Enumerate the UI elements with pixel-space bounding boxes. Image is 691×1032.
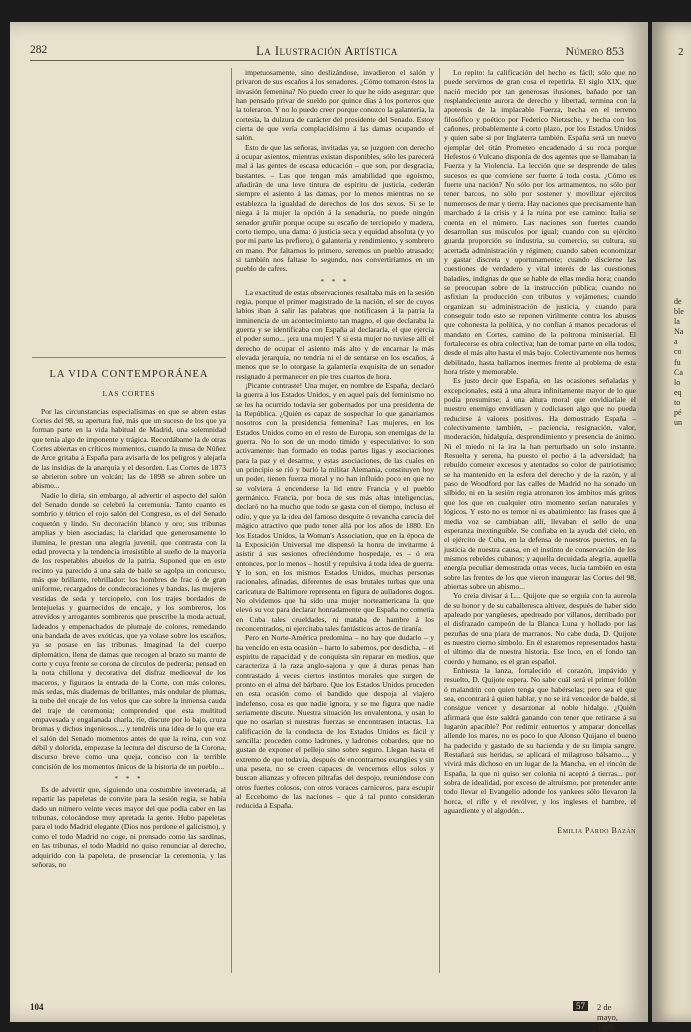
page-footer [30,1001,624,1032]
adjacent-page-fragment: de [674,297,682,306]
paragraph: Enhiesta la lanza, fortalecido el corazón, impávido y resuelto, D. Quijote espera. No sabe cuál será el primer follón ó malandrín con quien tenga que habérselas; pero sea el que sea, encontrará á quien hablar, y no se irá vencedor de balde, si consigue vencer y desarzonar al noble hidalgo. ¿Quién afirmará que éste saldrá ganando con tener que retirarse á su lugarón apacible? Por redimir entuertos y amparar doncellas allende los mares, no es poco lo que Alonso Quijano el bueno ha padecido y gastado de su hacienda y de su limpia sangre. Restañará sus heridas, se aplicará el milagroso bálsamo..., y vivirá más dichoso en un lugar de la Mancha, en el rincón de España, la que ni quiso ser colonia ni aceptó á tierras... por sobra de idealidad, por exceso de altruismo, por pretender ante todo llevar el Evangelio adonde los yankees sólo llevaron la horca, el rifle y el revólver, y los ingleses el hambre, el aguardiente y el algodón... [444,666,636,816]
adjacent-page-text [674,297,691,428]
author-signature: Emilia Pardo Bazán [557,825,636,835]
adjacent-page-fragment: a [674,337,678,347]
paragraph: Lo repito: la calificación del hecho es fácil; sólo que no puede servirnos de gran cosa el repetirla. El siglo XIX, que nació mecido por tan generosas ilusiones, bañado por tan resplandeciente aurora de derecho y libertad, termina con la apoteosis de la implacable Fuerza, hecha en el terreno filosófico y poético por Federico Nietzsche, y hecha con los cañones, probablemente á corto plazo, por los Estados Unidos y quien sabe si por Inglaterra también. España será un nuevo ejemplar del titán Prometeo encadenado á su roca porque Hefestos ó Vulcano disponía de dos agentes que se llamaban la Fuerza y la Violencia. La lección que se desprende de tales sucesos es que conviene ser fuerte á toda costa. ¿Cómo es fuerte una nación? No sólo por los armamentos, no sólo por tener barcos, no sólo por sostener y movilizar ejércitos numerosos de mar y tierra. Hay naciones que precisamente han marchado á la crisis y á la ruina por ese camino: Italia se cuenta en el número. Las naciones son fuertes cuando desarrollan sus músculos por igual; cuando con su ejército guarda proporción su industria, su comercio, su cultura, su acertada administración y régimen; cuando saben economizar y gastar discreta y oportunamente; cuando discierne las cuestiones de verdadero y vital interés de las cuestiones baladíes, indignas de que se hable de ellas media hora; cuando se preocupan sobre de la instrucción pública; cuando no asfixian la producción con tributos y vejámenes; cuando organizan su administración de justicia, y cuando para conseguir todo esto se reponen virilmente contra los abusos que cohonesta la política, y no confían á manos pecadoras el mandato en Cortes, camino de la poltrona ministerial. El fortalecerse es obra colectiva; han de tomar parte en ella todos, desde el más alto hasta el más bajo. Colectivamente nos hemos debilitado, hasta hallarnos inermes frente al problema de esta hora triste y memorable. [444,68,636,376]
adjacent-page-fragment: pé [674,408,682,418]
separator-stars: * * * [114,775,144,784]
adjacent-page-fragment: fu [674,357,681,367]
page-content [10,22,648,1032]
column-3 [444,68,636,835]
footer-box-number: 57 [573,1001,588,1011]
paragraph: Yo creía divisar á L... Quijote que se erguía con la aureola de su honor y de su caballeresca altivez, después de haber sido apaleado por yangüeses, apedreado por villanos, derribado por el disfrazado campeón de la Blanca Luna y hollado por las pezuñas de una piara de marranos. No cabe duda, D. Quijote es nuestro cierno símbolo. En él estaremos representados hasta el último día de nuestra historia. Ese loco, en el fondo tan cuerdo y humano, es el gran español. [444,591,636,666]
adjacent-page-fragment: ble [674,307,684,317]
column-divider [231,68,232,973]
paragraph: Es de advertir que, siguiendo una costumbre inveterada, al repartir las papeletas de convite para la sesión regia, se había dado un número veinte veces mayor del que podía caber en las tribunas, colocándose muy apretada la gente. Hubo papeletas para el todo Madrid elegante (Dios nos perdone el galicismo), y como el todo Madrid no coge, ni prensado como las sardinas, en las tribunas, el todo Madrid no quiso renunciar al derecho, adquirido con la papeleta, de presenciar la ceremonia, y las señoras, no [32,785,226,869]
footer-date: 2 de mayo, 1898. [597,1002,619,1032]
header-rule [30,60,624,61]
paragraph: Pero en Norte-América predomina – no hay que dudarlo – y ha vencido en esta ocasión – harto lo sabemos, por desdicha, – el espíritu de rapacidad y de conquista sin reparar en medios, que caracteriza á la raza anglo-sajona y que á duras penas han contrastado á veces ciertos instintos morales que surgen de pronto en el alma del bárbaro. Que los Estados Unidos proceden en esta ocasión como el bandido que despoja al viajero indefenso, cosa es que nadie ignora, y se me figura que nadie seriamente discute. Nuestra situación les envalentona, y osan lo que no osarían si nuestras fuerzas se encontrasen intactas. La calificación de la conducta de los Estados Unidos es fácil y sencilla: proceden como ladrones, y ladrones cobardes, que no gustan de exponer el pellejo sino sobre seguro. Llegan hasta el extremo de que todavía, después de encontrarnos exangües y sin una peseta, no se creen capaces de vencernos ellos solos y buscan alianzas y ofrecen piltrafas del despojo, reuniéndose con otros fuertes colosos, con otros voraces carniceros, para escupir al Eccehomo de las naciones – que á tal punto consideran reducida á España. [236,633,434,811]
adjacent-page-fragment: lo [674,377,681,387]
journal-title: La Ilustración Artística [256,44,398,58]
adjacent-page-fragment: eq [674,387,682,397]
section-subtitle: LAS CORTES [102,389,156,399]
blank-space [32,68,226,353]
paragraph: ¡Picante contraste! Una mujer, en nombre de España, declaró la guerra á los Estados Unidos, y en aquel país del feminismo no se les ha ocurrido todavía ser gobernados por una presidenta de la República. ¿Quién es capaz de sospechar lo que ganaríamos nosotros con la presidencia femenina? Las mujeres, en los Estados Unidos como en el resto de Europa, son enemigas de la guerra. No lo son de un modo tímido y especulativo: lo son activamente: han formado en todas partes ligas y asociaciones para la paz y el desarme, y estas asociaciones, de las cuales en un principio se rió y burló la militar Alemania, constituyen hoy un poder, tienen fuerza moral y no han influído poco en que no se volviera á encenderse la lid entre Francia y el pueblo germánico. Francia, por boca de sus más altas inteligencias, declaró no ha mucho que todo se gasta con el tiempo, incluso el odio, y que ya la idea del famoso desquite ó revancha carecía del mágico atractivo que pudo tener allá por los años de 1880. En los Estados Unidos, la Woman's Association, que en la época de la Exposición Universal me dispensó la honra de invitarme á asistir á sus sesiones ofreciéndome hospedaje, es – ó era entonces, por lo menos – hostil y repulsiva á toda idea de guerra. Y lo son, en los mismos Estados Unidos, muchas personas racionales, afinadas, diferentes de esas brutales turbas que una caricatura de Baltimore representa en figura de aulladores dogos. No olvidemos que ha sido una mujer norteamericana la que elevó su voz para declarar honradamente que España no cometía en Cuba tales crueldades, ni mataba de hambre á los reconcentrados, ni ejercitaba tales fantásticos actos de tiranía. [236,381,434,633]
adjacent-page-fragment: un [674,418,682,428]
adjacent-page-fragment: la [674,317,680,327]
paragraph: Por las circunstancias especialísimas en que se abren estas Cortes del 98, su apertura fué, más que un suceso de los que ya forman parte en la vida habitual de Madrid, una solemnidad que tenía algo de imponente y trágica. Recordábame la de otras Cortes abiertas en críticos momentos, cuando la musa de Núñez de Arce gritaba á España para avisarla de los peligros y alejarla de las insidias de la anarquía y el desorden. Las Cortes de 1873 se abrieron sobre un volcán; las de 1898 se abren sobre un abismo... [32,406,227,491]
adjacent-page-fragment: to [674,397,681,407]
adjacent-page-fragment: co [674,347,682,357]
paragraph: Esto de que las señoras, invitadas ya, se juzguen con derecho á ocupar asientos, mientras existan disponibles, sólo les parecerá mal á las gentes de escasa educación – que son, por desgracia, bastantes. – Las que tengan más amabilidad que egoísmo, añadirán de una leve tintura de espíritu de justicia, cederán siempre el asiento á las damas, por lo menos mientras no se establezca la igualdad de derechos de los dos sexos. Si se le niega á la mujer la opción á la senaduría, no puede ningún senador gruñir porque ocupe su escaño de terciopelo y madera, corto tiempo, una dama: ó justicia seca y equidad absoluta (y yo por mi parte las prefiero), ó galantería y rendimiento, y sombrero en mano. Por faltarnos lo primero, seremos un pueblo atrasado; si también nos faltase lo segundo, nos convertiríamos en un pueblo de cafres. [236,142,434,274]
column-1 [32,68,226,869]
adjacent-page-fragment: Na [674,327,684,337]
running-header [30,44,624,60]
issue-number: Número 853 [565,44,624,58]
column-divider [439,68,440,973]
separator-stars: * * * [320,277,350,286]
adjacent-page-fragment: Ca [674,367,683,377]
adjacent-page-edge [652,22,691,1022]
footer-page-number: 104 [30,1002,44,1012]
adjacent-page-number: 2 [678,46,684,58]
paragraph: Es justo decir que España, en las ocasiones señaladas y excepcionales, está á una altura infinitamente mayor de lo que podía presumirse; á una altura moral que envidiaríale el nuestro enemigo envidiasen y codiciasen algo que no pueda reducirse á valores positivos. Ha demostrado España – colectivamente también, – paciencia, resignación, valor, moderación, hidalguía, desprendimiento y presencia de ánimo. Ni el miedo ni la ira la han perturbado un solo instante. Resuelta y serena, ha puesto el pecho á la adversidad; ha rebuído cometer excesos y atentados so color de patriotismo; se ha mantenido en la esfera del derecho y de la razón, y al paso de Woodford por las calles de Madrid no ha sonado un silbido, ni en la sesión regia atronaron los ámbitos más gritos que los que en cualquier otro momento serían naturales y lógicos. Y esto no es temor ni es abatimiento: las frases que á media voz se cambiaban allí, llevaban el sello de una esperanza inextinguible. Se confiaba en la ayuda del cielo, en el ejército de Cuba, en la defensa de nuestros puertos, en la justicia de nuestra causa, en el instinto de conservación de los mismos rebeldes cubanos; y aquella decuidada alegría, aquella energía peculiar demostrada otras veces, lucía también en esta sobre las frentes de los que vieron inaugurar las Cortes del 98, abiertas sobre un abismo... [444,376,636,591]
paragraph: impetuosamente, sino deslizándose, invadieron el salón y privaron de sus escaños á los senadores. ¿Cómo tomaron éstos la invasión femenina? No puedo creer lo que he oído asegurar: que han pensado privar de sueldo por quince días á los porteros que la toleraron. Y no lo puedo creer porque conozco la galantería, la cortesía, la dulzura de carácter del presidente del Senado. Estoy cierta de que vería complacidísimo á las damas ocupando el salón. [236,68,434,143]
page-number: 282 [30,44,48,56]
paragraph: Nadie lo diría, sin embargo, al advertir el aspecto del salón del Senado donde se celebró la ceremonia. Tanto cuanto es sombrío y tétrico el rojo salón del Congreso, es el del Senado coquetón y lindo. Su decoración blanco y oro; sus tribunas amplias y bien asociadas; la claridad que generosamente lo ilumina, le prestan una alegría juvenil, que contrasta con la edad provecta y la tendencia irresistible al sueño de la mayoría de los respetables abuelos de la patria. Suponed que en este recinto ya parecido á una sala de baile se agolpa un concurso, más que brillante, rebrillador: los hombres de frac ó de gran uniforme, recargados de condecoraciones y bandas, las mujeres vestidas de seda y terciopelo, con los trajes bordados de lentejuelas y guarnecidos de encaje, y los sombreros, los atrevidos y arrogantes sombreros que prescribe la moda actual, ladeados y empenachados de plumaje de colores, remedando una bandada de aves exóticas, que ya volase sobre los escaños, ya se posase en las tribunas. Imaginad la del cuerpo diplomático, llena de damas que recogen al brazo su manto de corte y cuya frente se corona de círculos de pedrería; pensad en la nota chillona y decorativa del disfraz medioeval de los maceros, y figuraos la entrada de la Corte, con más colores, más sedas, más diademas de brillantes, más ondular de plumas, la nube del encaje de los velos que cae sobre la inmensa cauda del traje de ceremonia; comprended que esta multitud empavesada y engalanada charla, ríe, discute por lo bajo, cruza bromas y dichos ingeniosos..., y tendréis una idea de lo que era el salón del Senado momentos antes de que la reina, con voz débil y dolorida, empezase la lectura del discurso de la Corona, discurso breve como una queja, conciso con la terrible concisión de los momentos únicos de la historia de un pueblo... [32,490,226,771]
column-2 [236,68,434,811]
section-rule [32,357,226,358]
section-title: LA VIDA CONTEMPORÁNEA [49,369,209,380]
paragraph: La exactitud de estas observaciones resaltaba más en la sesión regia, porque el primer magistrado de la nación, el ser de cuyos labios iban á salir las palabras que notificasen á la patria la inminencia de un acontecimiento tan magno, el que declaraba la guerra y se identificaba con España al declararla, el que ejercía el poder sumo... ¡era una mujer! Y si esta mujer no tuviese allí el derecho de ocupar el asiento más alto y de encarnar la más elevada jerarquía, no tendría ni el de sentarse en los escaños, á menos que se lo otorgase la galantería exquisita de un senador resignado á permanecer en pie tres cuartos de hora. [236,287,434,381]
